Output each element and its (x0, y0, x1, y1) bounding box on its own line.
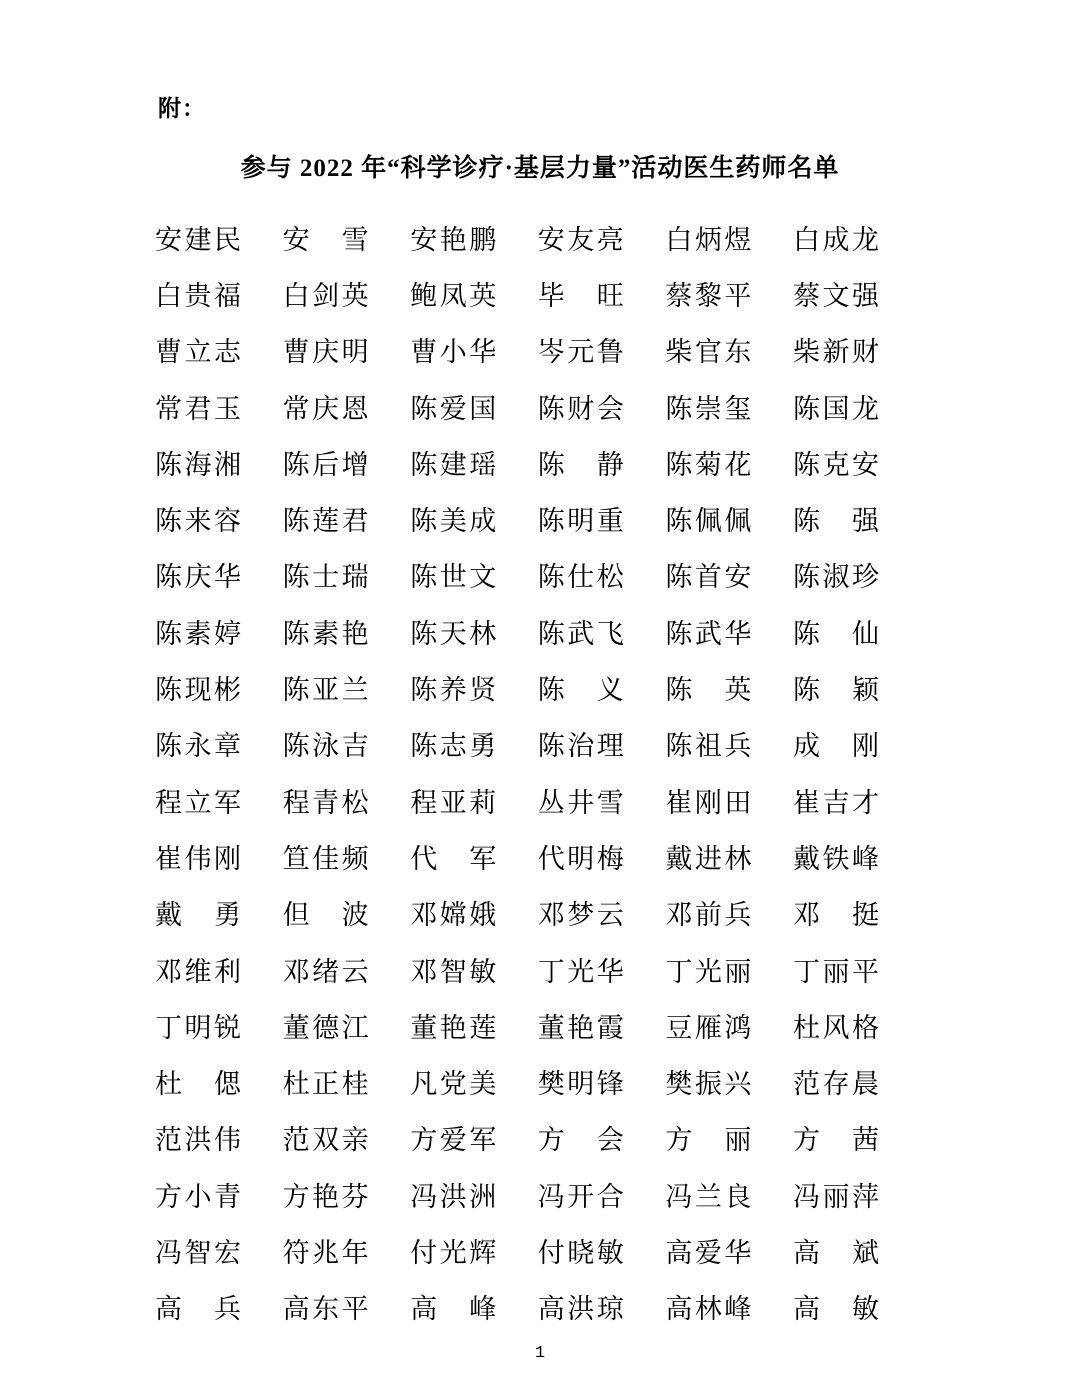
person-name: 程 立 军 (155, 787, 241, 818)
name-row (155, 493, 879, 549)
person-name: 常 君 玉 (155, 393, 241, 424)
person-name: 高 林 峰 (665, 1294, 752, 1325)
person-name: 冯 兰 良 (665, 1181, 752, 1212)
person-name: 邓 梦 云 (537, 900, 624, 931)
person-name: 陈 来 容 (155, 506, 241, 537)
person-name: 陈 菊 花 (665, 449, 752, 480)
name-row (155, 606, 879, 662)
person-name: 范 洪 伟 (155, 1125, 241, 1156)
person-name: 鲍 凤 英 (410, 280, 497, 311)
person-name: 陈 仙 (792, 618, 879, 649)
person-name: 白 贵 福 (155, 280, 241, 311)
person-name: 方 爱 军 (410, 1125, 497, 1156)
name-row (155, 1169, 879, 1225)
person-name: 戴 铁 峰 (792, 843, 879, 874)
person-name: 丁 光 华 (537, 956, 624, 987)
person-name: 陈 佩 佩 (665, 506, 752, 537)
person-name: 陈 庆 华 (155, 562, 241, 593)
person-name: 柴 新 财 (792, 337, 879, 368)
person-name: 邓 嫦 娥 (410, 900, 497, 931)
person-name: 陈 治 理 (537, 731, 624, 762)
person-name: 陈 建 瑶 (410, 449, 497, 480)
name-row (155, 662, 879, 718)
person-name: 樊 振 兴 (665, 1069, 752, 1100)
name-row (155, 775, 879, 831)
person-name: 陈 泳 吉 (282, 731, 369, 762)
person-name: 方 艳 芬 (282, 1181, 369, 1212)
person-name: 符 兆 年 (282, 1237, 369, 1268)
person-name: 白 剑 英 (282, 280, 369, 311)
name-row (155, 212, 879, 268)
person-name: 邓 前 兵 (665, 900, 752, 931)
person-name: 陈 海 湘 (155, 449, 241, 480)
person-name: 陈 莲 君 (282, 506, 369, 537)
person-name: 陈 国 龙 (792, 393, 879, 424)
person-name: 柴 官 东 (665, 337, 752, 368)
person-name: 代 明 梅 (537, 843, 624, 874)
person-name: 高 敏 (792, 1294, 879, 1325)
person-name: 蔡 黎 平 (665, 280, 752, 311)
person-name: 付 光 辉 (410, 1237, 497, 1268)
person-name: 毕 旺 (537, 280, 624, 311)
person-name: 陈 武 飞 (537, 618, 624, 649)
person-name: 陈 武 华 (665, 618, 752, 649)
person-name: 陈 祖 兵 (665, 731, 752, 762)
name-row (155, 1056, 879, 1112)
person-name: 陈 英 (665, 675, 752, 706)
name-row (155, 437, 879, 493)
person-name: 陈 养 贤 (410, 675, 497, 706)
name-row (155, 1282, 879, 1338)
person-name: 董 德 江 (282, 1012, 369, 1043)
person-name: 成 刚 (792, 731, 879, 762)
person-name: 陈 义 (537, 675, 624, 706)
person-name: 杜 正 桂 (282, 1069, 369, 1100)
person-name: 冯 洪 洲 (410, 1181, 497, 1212)
person-name: 董 艳 霞 (537, 1012, 624, 1043)
person-name: 高 洪 琼 (537, 1294, 624, 1325)
person-name: 常 庆 恩 (282, 393, 369, 424)
person-name: 岑 元 鲁 (537, 337, 624, 368)
person-name: 高 兵 (155, 1294, 241, 1325)
person-name: 杜 偲 (155, 1069, 241, 1100)
person-name: 樊 明 锋 (537, 1069, 624, 1100)
person-name: 冯 丽 萍 (792, 1181, 879, 1212)
person-name: 陈 财 会 (537, 393, 624, 424)
person-name: 陈 克 安 (792, 449, 879, 480)
person-name: 范 存 晨 (792, 1069, 879, 1100)
name-row (155, 888, 879, 944)
person-name: 高 斌 (792, 1237, 879, 1268)
person-name: 邓 智 敏 (410, 956, 497, 987)
person-name: 白 成 龙 (792, 224, 879, 255)
name-grid (155, 212, 879, 1338)
page-number: 1 (534, 1344, 546, 1363)
person-name: 丁 光 丽 (665, 956, 752, 987)
person-name: 丁 明 锐 (155, 1012, 241, 1043)
person-name: 高 东 平 (282, 1294, 369, 1325)
person-name: 程 亚 莉 (410, 787, 497, 818)
person-name: 安 建 民 (155, 224, 241, 255)
person-name: 白 炳 煜 (665, 224, 752, 255)
person-name: 蔡 文 强 (792, 280, 879, 311)
person-name: 陈 爱 国 (410, 393, 497, 424)
person-name: 陈 淑 珍 (792, 562, 879, 593)
attachment-label: 附： (158, 96, 206, 121)
person-name: 冯 开 合 (537, 1181, 624, 1212)
person-name: 陈 亚 兰 (282, 675, 369, 706)
person-name: 凡 党 美 (410, 1069, 497, 1100)
person-name: 范 双 亲 (282, 1125, 369, 1156)
person-name: 曹 立 志 (155, 337, 241, 368)
name-row (155, 1225, 879, 1281)
person-name: 陈 天 林 (410, 618, 497, 649)
person-name: 邓 挺 (792, 900, 879, 931)
person-name: 豆 雁 鸿 (665, 1012, 752, 1043)
person-name: 高 爱 华 (665, 1237, 752, 1268)
person-name: 董 艳 莲 (410, 1012, 497, 1043)
name-row (155, 268, 879, 324)
name-row (155, 325, 879, 381)
person-name: 陈 现 彬 (155, 675, 241, 706)
person-name: 陈 素 艳 (282, 618, 369, 649)
name-row (155, 381, 879, 437)
person-name: 付 晓 敏 (537, 1237, 624, 1268)
person-name: 陈 颖 (792, 675, 879, 706)
person-name: 陈 静 (537, 449, 624, 480)
page-title: 参与 2022 年“科学诊疗·基层力量”活动医生药师名单 (240, 155, 840, 182)
person-name: 方 茜 (792, 1125, 879, 1156)
person-name: 程 青 松 (282, 787, 369, 818)
person-name: 丁 丽 平 (792, 956, 879, 987)
name-row (155, 719, 879, 775)
person-name: 笪 佳 频 (282, 843, 369, 874)
name-row (155, 1000, 879, 1056)
person-name: 陈 首 安 (665, 562, 752, 593)
person-name: 安 艳 鹏 (410, 224, 497, 255)
person-name: 陈 仕 松 (537, 562, 624, 593)
person-name: 方 丽 (665, 1125, 752, 1156)
person-name: 邓 维 利 (155, 956, 241, 987)
person-name: 高 峰 (410, 1294, 497, 1325)
person-name: 陈 永 章 (155, 731, 241, 762)
person-name: 陈 士 瑞 (282, 562, 369, 593)
person-name: 崔 伟 刚 (155, 843, 241, 874)
person-name: 陈 崇 玺 (665, 393, 752, 424)
person-name: 丛 井 雪 (537, 787, 624, 818)
person-name: 安 雪 (282, 224, 369, 255)
person-name: 陈 素 婷 (155, 618, 241, 649)
person-name: 但 波 (282, 900, 369, 931)
person-name: 崔 吉 才 (792, 787, 879, 818)
name-row (155, 550, 879, 606)
name-row (155, 831, 879, 887)
person-name: 邓 绪 云 (282, 956, 369, 987)
person-name: 方 小 青 (155, 1181, 241, 1212)
person-name: 戴 进 林 (665, 843, 752, 874)
name-row (155, 1113, 879, 1169)
person-name: 冯 智 宏 (155, 1237, 241, 1268)
person-name: 曹 小 华 (410, 337, 497, 368)
person-name: 杜 风 格 (792, 1012, 879, 1043)
person-name: 陈 强 (792, 506, 879, 537)
person-name: 陈 志 勇 (410, 731, 497, 762)
person-name: 戴 勇 (155, 900, 241, 931)
person-name: 陈 后 增 (282, 449, 369, 480)
name-row (155, 944, 879, 1000)
person-name: 方 会 (537, 1125, 624, 1156)
person-name: 陈 明 重 (537, 506, 624, 537)
person-name: 崔 刚 田 (665, 787, 752, 818)
person-name: 安 友 亮 (537, 224, 624, 255)
person-name: 陈 世 文 (410, 562, 497, 593)
person-name: 代 军 (410, 843, 497, 874)
person-name: 曹 庆 明 (282, 337, 369, 368)
person-name: 陈 美 成 (410, 506, 497, 537)
